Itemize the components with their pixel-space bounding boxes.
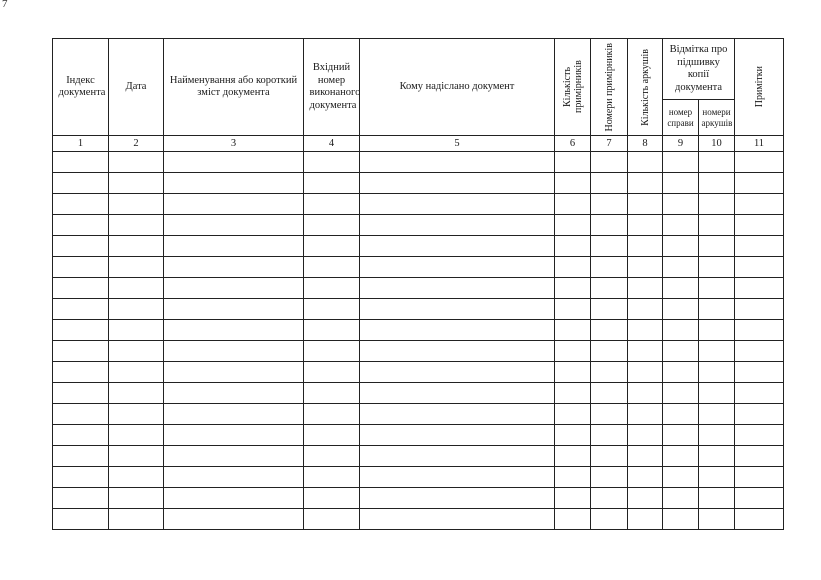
table-cell xyxy=(164,446,304,467)
table-cell xyxy=(360,362,555,383)
table-cell xyxy=(591,194,628,215)
table-cell xyxy=(109,152,164,173)
table-cell xyxy=(591,425,628,446)
table-cell xyxy=(164,467,304,488)
table-cell xyxy=(555,236,591,257)
table-cell xyxy=(109,299,164,320)
table-cell xyxy=(53,257,109,278)
table-cell xyxy=(109,425,164,446)
table-cell xyxy=(628,320,663,341)
outgoing-documents-register-table xyxy=(52,38,784,530)
table-cell xyxy=(109,194,164,215)
column-number: 2 xyxy=(109,136,164,152)
table-cell xyxy=(699,299,735,320)
table-cell xyxy=(164,383,304,404)
table-cell xyxy=(735,341,784,362)
table-cell xyxy=(663,509,699,530)
table-cell xyxy=(591,278,628,299)
table-cell xyxy=(360,236,555,257)
table-row xyxy=(53,488,784,509)
table-cell xyxy=(628,404,663,425)
column-number: 6 xyxy=(555,136,591,152)
table-cell xyxy=(109,488,164,509)
table-cell xyxy=(735,257,784,278)
table-cell xyxy=(109,383,164,404)
header-date: Дата xyxy=(109,39,164,136)
table-cell xyxy=(591,404,628,425)
table-cell xyxy=(304,467,360,488)
table-cell xyxy=(53,278,109,299)
table-cell xyxy=(304,383,360,404)
table-cell xyxy=(53,215,109,236)
header-case-number: номер справи xyxy=(663,100,699,136)
table-cell xyxy=(164,278,304,299)
table-cell xyxy=(699,488,735,509)
table-row xyxy=(53,278,784,299)
table-cell xyxy=(360,383,555,404)
table-cell xyxy=(591,383,628,404)
table-cell xyxy=(53,152,109,173)
table-cell xyxy=(628,341,663,362)
table-cell xyxy=(53,173,109,194)
table-cell xyxy=(164,341,304,362)
table-cell xyxy=(555,446,591,467)
table-cell xyxy=(164,488,304,509)
table-cell xyxy=(591,236,628,257)
table-cell xyxy=(628,236,663,257)
table-cell xyxy=(304,404,360,425)
column-number: 4 xyxy=(304,136,360,152)
table-cell xyxy=(109,320,164,341)
table-cell xyxy=(628,299,663,320)
table-cell xyxy=(628,173,663,194)
table-cell xyxy=(360,488,555,509)
table-cell xyxy=(164,194,304,215)
table-cell xyxy=(663,320,699,341)
header-incoming-number: Вхідний номер виконаного документа xyxy=(304,39,360,136)
header-copies-count: Кількість примірників xyxy=(555,39,591,136)
table-cell xyxy=(591,488,628,509)
table-cell xyxy=(735,446,784,467)
table-row xyxy=(53,341,784,362)
table-cell xyxy=(555,320,591,341)
table-cell xyxy=(699,509,735,530)
table-cell xyxy=(360,257,555,278)
column-number: 11 xyxy=(735,136,784,152)
table-cell xyxy=(735,509,784,530)
table-cell xyxy=(109,404,164,425)
table-cell xyxy=(164,404,304,425)
table-cell xyxy=(735,320,784,341)
table-cell xyxy=(304,509,360,530)
table-cell xyxy=(109,467,164,488)
table-row xyxy=(53,425,784,446)
table-cell xyxy=(555,278,591,299)
column-number: 10 xyxy=(699,136,735,152)
column-numbers-row xyxy=(53,136,784,152)
table-cell xyxy=(735,194,784,215)
table-cell xyxy=(628,467,663,488)
table-cell xyxy=(699,257,735,278)
header-notes: Примітки xyxy=(735,39,784,136)
table-cell xyxy=(53,194,109,215)
table-cell xyxy=(53,320,109,341)
table-cell xyxy=(53,467,109,488)
table-cell xyxy=(591,320,628,341)
table-cell xyxy=(555,488,591,509)
table-cell xyxy=(591,152,628,173)
table-cell xyxy=(735,362,784,383)
header-recipient: Кому надіслано документ xyxy=(360,39,555,136)
table-cell xyxy=(699,236,735,257)
table-cell xyxy=(304,215,360,236)
table-cell xyxy=(591,173,628,194)
table-cell xyxy=(304,488,360,509)
table-cell xyxy=(735,215,784,236)
table-cell xyxy=(735,383,784,404)
table-cell xyxy=(555,467,591,488)
table-row xyxy=(53,152,784,173)
table-cell xyxy=(699,341,735,362)
table-cell xyxy=(699,152,735,173)
table-cell xyxy=(735,152,784,173)
table-cell xyxy=(699,362,735,383)
table-cell xyxy=(360,446,555,467)
table-row xyxy=(53,320,784,341)
table-cell xyxy=(699,194,735,215)
table-cell xyxy=(735,467,784,488)
table-row xyxy=(53,215,784,236)
table-cell xyxy=(164,299,304,320)
column-number: 8 xyxy=(628,136,663,152)
header-document-index: Індекс документа xyxy=(53,39,109,136)
table-row xyxy=(53,173,784,194)
table-cell xyxy=(109,362,164,383)
table-cell xyxy=(304,446,360,467)
header-title-or-summary: Найменування або короткий зміст документа xyxy=(164,39,304,136)
table-cell xyxy=(735,278,784,299)
table-cell xyxy=(109,341,164,362)
table-cell xyxy=(53,404,109,425)
table-cell xyxy=(304,341,360,362)
table-cell xyxy=(53,509,109,530)
table-cell xyxy=(735,236,784,257)
table-cell xyxy=(555,341,591,362)
table-cell xyxy=(304,152,360,173)
table-cell xyxy=(555,299,591,320)
table-cell xyxy=(735,299,784,320)
table-cell xyxy=(555,362,591,383)
table-cell xyxy=(53,236,109,257)
table-cell xyxy=(53,299,109,320)
table-row xyxy=(53,194,784,215)
table-cell xyxy=(555,194,591,215)
table-cell xyxy=(591,341,628,362)
table-cell xyxy=(555,383,591,404)
table-cell xyxy=(109,278,164,299)
table-cell xyxy=(663,173,699,194)
column-number: 1 xyxy=(53,136,109,152)
table-cell xyxy=(109,509,164,530)
table-cell xyxy=(53,341,109,362)
table-cell xyxy=(304,362,360,383)
table-cell xyxy=(555,509,591,530)
header-copy-numbers: Номери примірників xyxy=(591,39,628,136)
table-cell xyxy=(164,362,304,383)
column-number: 5 xyxy=(360,136,555,152)
table-cell xyxy=(663,152,699,173)
table-cell xyxy=(591,257,628,278)
table-row xyxy=(53,446,784,467)
table-cell xyxy=(304,173,360,194)
table-cell xyxy=(628,425,663,446)
page-mark: 7 xyxy=(2,0,8,10)
table-cell xyxy=(555,425,591,446)
table-cell xyxy=(663,278,699,299)
table-cell xyxy=(628,362,663,383)
table-cell xyxy=(663,194,699,215)
table-row xyxy=(53,404,784,425)
table-cell xyxy=(663,215,699,236)
table-cell xyxy=(304,425,360,446)
column-number: 3 xyxy=(164,136,304,152)
table-cell xyxy=(304,299,360,320)
table-row xyxy=(53,362,784,383)
table-cell xyxy=(663,425,699,446)
table-cell xyxy=(360,425,555,446)
table-cell xyxy=(555,215,591,236)
table-cell xyxy=(663,383,699,404)
header-sheet-numbers: номери аркушів xyxy=(699,100,735,136)
table-cell xyxy=(164,152,304,173)
table-cell xyxy=(164,509,304,530)
table-cell xyxy=(735,425,784,446)
table-cell xyxy=(53,383,109,404)
table-cell xyxy=(663,404,699,425)
table-cell xyxy=(109,257,164,278)
table-cell xyxy=(628,278,663,299)
column-number: 7 xyxy=(591,136,628,152)
table-cell xyxy=(360,509,555,530)
table-cell xyxy=(699,425,735,446)
table-cell xyxy=(628,257,663,278)
table-cell xyxy=(360,278,555,299)
table-cell xyxy=(109,215,164,236)
table-cell xyxy=(628,383,663,404)
table-cell xyxy=(628,215,663,236)
table-cell xyxy=(591,446,628,467)
table-cell xyxy=(699,383,735,404)
table-cell xyxy=(360,299,555,320)
table-cell xyxy=(164,215,304,236)
table-cell xyxy=(53,425,109,446)
table-cell xyxy=(628,509,663,530)
table-cell xyxy=(304,236,360,257)
table-cell xyxy=(663,446,699,467)
table-cell xyxy=(699,446,735,467)
table-row xyxy=(53,236,784,257)
header-filing-mark-group: Відмітка про підшивку копії документа xyxy=(663,39,735,100)
table-cell xyxy=(304,194,360,215)
table-cell xyxy=(699,467,735,488)
table-cell xyxy=(360,404,555,425)
table-cell xyxy=(735,404,784,425)
table-cell xyxy=(663,362,699,383)
table-cell xyxy=(304,278,360,299)
table-cell xyxy=(164,425,304,446)
table-cell xyxy=(555,152,591,173)
table-cell xyxy=(699,404,735,425)
table-cell xyxy=(735,488,784,509)
table-cell xyxy=(663,299,699,320)
table-cell xyxy=(164,257,304,278)
table-cell xyxy=(360,173,555,194)
table-cell xyxy=(109,446,164,467)
column-number: 9 xyxy=(663,136,699,152)
table-cell xyxy=(360,215,555,236)
table-cell xyxy=(699,215,735,236)
table-row xyxy=(53,467,784,488)
table-row xyxy=(53,257,784,278)
table-cell xyxy=(735,173,784,194)
table-cell xyxy=(628,446,663,467)
table-cell xyxy=(360,341,555,362)
table-cell xyxy=(360,320,555,341)
table-cell xyxy=(164,320,304,341)
table-cell xyxy=(628,488,663,509)
table-row xyxy=(53,383,784,404)
table-cell xyxy=(663,467,699,488)
table-cell xyxy=(53,362,109,383)
table-cell xyxy=(699,320,735,341)
table-cell xyxy=(591,362,628,383)
table-cell xyxy=(164,173,304,194)
table-cell xyxy=(663,257,699,278)
table-cell xyxy=(555,173,591,194)
table-cell xyxy=(663,488,699,509)
table-cell xyxy=(53,488,109,509)
table-cell xyxy=(699,278,735,299)
table-cell xyxy=(591,299,628,320)
table-cell xyxy=(555,404,591,425)
table-cell xyxy=(360,194,555,215)
table-cell xyxy=(663,341,699,362)
header-sheets-count: Кількість аркушів xyxy=(628,39,663,136)
table-cell xyxy=(628,194,663,215)
table-cell xyxy=(699,173,735,194)
table-cell xyxy=(53,446,109,467)
table-cell xyxy=(628,152,663,173)
table-row xyxy=(53,299,784,320)
table-cell xyxy=(164,236,304,257)
table-cell xyxy=(591,215,628,236)
table-cell xyxy=(360,467,555,488)
table-cell xyxy=(109,173,164,194)
table-cell xyxy=(360,152,555,173)
table-cell xyxy=(304,257,360,278)
table-cell xyxy=(663,236,699,257)
table-cell xyxy=(109,236,164,257)
table-cell xyxy=(555,257,591,278)
table-row xyxy=(53,509,784,530)
table-cell xyxy=(304,320,360,341)
table-cell xyxy=(591,467,628,488)
table-cell xyxy=(591,509,628,530)
